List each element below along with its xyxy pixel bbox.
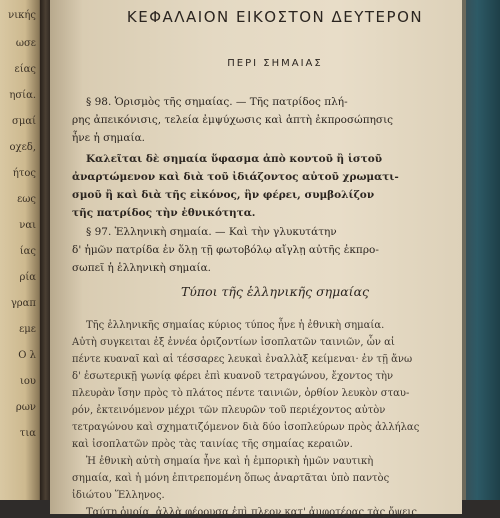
book-cover-edge [462, 0, 500, 500]
section-heading: ΠΕΡΙ ΣΗΜΑΙΑΣ [227, 58, 323, 69]
left-fragment: ναι [19, 220, 36, 231]
left-fragment: ήτος [12, 168, 36, 179]
paragraph-line: τῆς πατρίδος τὴν ἐθνικότητα. [72, 207, 256, 219]
paragraph-line: δ' ἡμῶν πατρίδα ἐν ὅλῃ τῇ φωτοβόλῳ αἴγλῃ αὐτῆς ἐκπρο- [72, 244, 379, 256]
left-fragment: τια [19, 428, 36, 439]
left-fragment: σμαί [12, 116, 36, 127]
previous-page-edge [0, 0, 42, 500]
left-fragment: νικής [8, 10, 36, 21]
paragraph-line: Αὐτὴ συγκειται ἐξ ἐννέα ὁριζοντίων ἰσοπλατῶν ταινιῶν, ὧν αἱ [72, 337, 395, 348]
paragraph-line: σημαία, καὶ ἡ μόνη ἐπιτρεπομένη ὅπως ἀναρτᾶται ὑπὸ παντὸς [72, 473, 390, 484]
left-fragment: είας [14, 64, 36, 75]
left-fragment: ωσε [15, 38, 36, 49]
left-fragment: ίας [19, 246, 36, 257]
paragraph-line: Καλεῖται δὲ σημαία ὕφασμα ἀπὸ κοντοῦ ἢ ἱστοῦ [86, 153, 382, 165]
paragraph-line: καὶ ἰσοπλατῶν πρὸς τὰς ταινίας τῆς σημαίας κεραιῶν. [72, 439, 353, 450]
left-fragment: γραπ [10, 298, 36, 309]
paragraph-line: ρόν, ἐκτεινόμενον μέχρι τῶν πλευρῶν τοῦ περιέχοντος αὐτὸν [72, 405, 386, 416]
paragraph-line: ρης ἀπεικόνισις, τελεία ἐμψύχωσις καὶ ἁπτὴ ἐκπροσώπησις [72, 114, 394, 126]
left-fragment: ιου [19, 376, 36, 387]
left-fragment: ησία. [9, 90, 36, 101]
left-fragment: Ο λ [18, 350, 36, 361]
left-fragment: οχεδ, [9, 142, 36, 153]
paragraph-line: Τῆς ἑλληνικῆς σημαίας κύριος τύπος ἦνε ἡ ἐθνικὴ σημαία. [86, 320, 385, 331]
paragraph-line: πλευρὰν ἴσην πρὸς τὸ πλάτος πέντε ταινιῶν, ὀρθίον λευκὸν σταυ- [72, 388, 410, 399]
paragraph-line: πέντε κυαναῖ καὶ αἱ τέσσαρες λευκαὶ ἐναλλὰξ κείμεναι· ἐν τῇ ἄνω [72, 354, 413, 365]
left-fragment: εμε [19, 324, 36, 335]
paragraph-line: Ἡ ἐθνικὴ αὐτὴ σημαία ἦνε καὶ ἡ ἐμπορικὴ ἡμῶν ναυτικὴ [86, 456, 374, 467]
book-page [50, 0, 462, 518]
paragraph-line: ἰδιώτου Ἕλληνος. [72, 490, 165, 501]
paragraph-line: Ταύτη ὁμοία, ἀλλὰ φέρουσα ἐπὶ πλεον κατ' ἀμφοτέρας τὰς ὄψεις [86, 507, 417, 518]
subsection-heading: Τύποι τῆς ἑλληνικῆς σημαίας [180, 284, 370, 299]
left-fragment: ρία [19, 272, 36, 283]
paragraph-line: σμοῦ ἢ καὶ διὰ τῆς εἰκόνος, ἣν φέρει, συμβολίζον [72, 189, 375, 201]
left-fragment: ρων [15, 402, 36, 413]
paragraph-line: δ' ἐσωτερικῇ γωνίᾳ φέρει ἐπὶ κυανοῦ τετραγώνου, ἔχοντος τὴν [72, 371, 394, 382]
paragraph-line: ἦνε ἡ σημαία. [72, 132, 145, 144]
paragraph-line: σωπεῖ ἡ ἑλληνικὴ σημαία. [72, 262, 211, 274]
paragraph-line: ἀναρτώμενον καὶ διὰ τοῦ ἰδιάζοντος αὐτοῦ χρωματι- [72, 171, 399, 183]
chapter-title: ΚΕΦΑΛΑΙΟΝ ΕΙΚΟΣΤΟΝ ΔΕΥΤΕΡΟΝ [126, 8, 424, 26]
paragraph-line: § 98. Ὁρισμὸς τῆς σημαίας. — Τῆς πατρίδος πλή- [86, 96, 348, 108]
paragraph-line: τετραγώνου καὶ σχηματιζόμενον διὰ δύο ἰσοπλεύρων πρὸς ἀλλήλας [72, 422, 420, 433]
paragraph-line: § 97. Ἑλληνικὴ σημαία. — Καὶ τὴν γλυκυτάτην [86, 226, 337, 238]
left-fragment: εως [17, 194, 36, 205]
